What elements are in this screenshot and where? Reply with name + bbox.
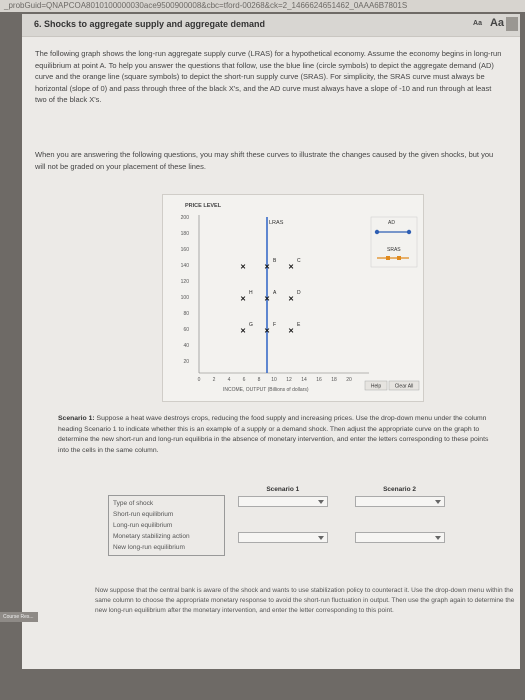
clear-all-button[interactable]: Clear All [394,383,414,390]
y-tick-label: 40 [183,343,189,349]
row-label-type-of-shock: Type of shock [113,500,154,507]
x-mark: ✕ [240,264,246,271]
print-icon[interactable] [506,17,518,31]
scenario-1-body: Suppose a heat wave destroys crops, reducing the food supply and increasing prices. Use the drop-down menu under the column heading Scenario 1 to indicate whether this is an example of a supply or a demand shock. Then adjust the appropriate curve on the graph to determine the new short-run and long-run equilibria in the absence of monetary intervention, and enter the letters corresponding to these points into the cells in the same column. [58,415,489,454]
question-note: When you are answering the following questions, you may shift these curves to illustrate the changes caused by the given shocks, but you will not be graded on your placement of these lines. [35,150,494,171]
question-header [22,14,520,37]
y-tick-label: 60 [183,327,189,333]
point-label: F [273,322,277,328]
scenario-2-monetary-action-select[interactable] [355,532,445,543]
point-label: D [297,290,301,296]
sras-legend-square-right[interactable] [397,256,401,260]
url-bar[interactable]: _probGuid=QNAPCOA8010100000030ace9500900008&cbc=tford-00268&ck=2_1466624651462_0AAA6B7801S [0,0,525,12]
graph-points [240,258,301,335]
y-tick-label: 180 [180,231,189,237]
y-tick-label: 200 [180,215,189,221]
question-intro: The following graph shows the long-run aggregate supply curve (LRAS) for a hypothetical economy. Assume the economy begins in long-run equilibrium at point A. To help you answer the questions that follow, use the blue line (circle symbols) to depict the aggregate demand (AD) curve and the orange line (square symbols) to depict the short-run supply curve (SRAS). For simplicity, the SRAS curve must always be horizontal (slope of 0) and pass through three of the black X's, and the AD curve must always have a slope of -10 and run through at least two of the black X's. [35,49,502,104]
question-page [22,14,520,669]
scenario-2-column-header: Scenario 2 [383,486,416,494]
followup-text: Now suppose that the central bank is aware of the shock and wants to use stabilization policy to counteract it. Use the drop-down menu within the same column to choose the appropriate monetary response to avoid the short-run fluctuation in output. Then use the graph again to determine the new long-run equilibrium after the monetary intervention, and enter the letter corresponding to this point. [95,587,515,614]
shock-table [108,484,458,556]
y-tick-label: 160 [180,247,189,253]
scenario-1-heading: Scenario 1: [58,415,95,422]
x-mark: ✕ [264,328,270,335]
ad-legend-circle-right[interactable] [407,230,411,234]
question-title: 6. Shocks to aggregate supply and aggregate demand [34,19,266,29]
supply-demand-graph[interactable] [162,194,424,402]
point-label: E [297,322,301,328]
row-label-monetary-action: Monetary stabilizing action [113,533,190,540]
x-mark: ✕ [264,296,270,303]
x-tick-label: 14 [301,377,307,383]
x-tick-label: 18 [331,377,337,383]
y-tick-label: 120 [180,279,189,285]
scenario-1-column-header: Scenario 1 [266,486,300,494]
x-axis-title: INCOME, OUTPUT (Billions of dollars) [223,387,309,393]
x-mark: ✕ [288,296,294,303]
y-tick-label: 20 [183,359,189,365]
y-tick-labels [181,215,190,365]
graph-svg[interactable] [163,195,423,401]
point-label: A [273,290,277,296]
x-tick-label: 6 [242,377,246,383]
row-labels [109,496,225,556]
point-label: H [249,290,253,296]
help-button[interactable]: Help [370,383,382,390]
y-tick-label: 100 [180,295,189,301]
ad-legend-label: AD [388,220,395,226]
font-size-decrease-button[interactable]: Aa [473,20,482,27]
x-tick-label: 0 [197,377,201,383]
x-tick-labels [198,377,352,383]
x-mark: ✕ [288,264,294,271]
x-mark: ✕ [240,328,246,335]
row-label-long-run-equilibrium: Long-run equilibrium [113,522,173,529]
font-size-increase-button[interactable]: Aa [489,17,504,29]
scenario-1-shock-type-select[interactable] [238,496,328,507]
x-tick-label: 12 [286,377,292,383]
x-tick-label: 16 [316,377,322,383]
x-tick-label: 20 [346,377,352,383]
point-label: G [249,322,253,328]
sras-legend-label: SRAS [387,247,401,253]
row-label-short-run-equilibrium: Short-run equilibrium [113,511,174,518]
x-tick-label: 10 [271,377,277,383]
x-mark: ✕ [264,264,270,271]
x-mark: ✕ [288,328,294,335]
y-tick-label: 140 [180,263,189,269]
row-label-new-long-run-equilibrium: New long-run equilibrium [113,544,185,551]
point-label: C [297,258,301,264]
x-tick-label: 4 [227,377,231,383]
ad-legend-circle-left[interactable] [375,230,379,234]
x-tick-label: 8 [257,377,261,383]
scenario-2-shock-type-select[interactable] [355,496,445,507]
lras-label: LRAS [269,220,284,226]
point-label: B [273,258,277,264]
sras-legend-square-left[interactable] [386,256,390,260]
course-resources-button[interactable]: Course Res... [0,612,38,622]
x-mark: ✕ [240,296,246,303]
y-axis-title: PRICE LEVEL [185,203,222,209]
scenario-1-text [58,414,498,456]
x-tick-label: 2 [212,377,216,383]
scenario-1-monetary-action-select[interactable] [238,532,328,543]
y-tick-label: 80 [183,311,189,317]
